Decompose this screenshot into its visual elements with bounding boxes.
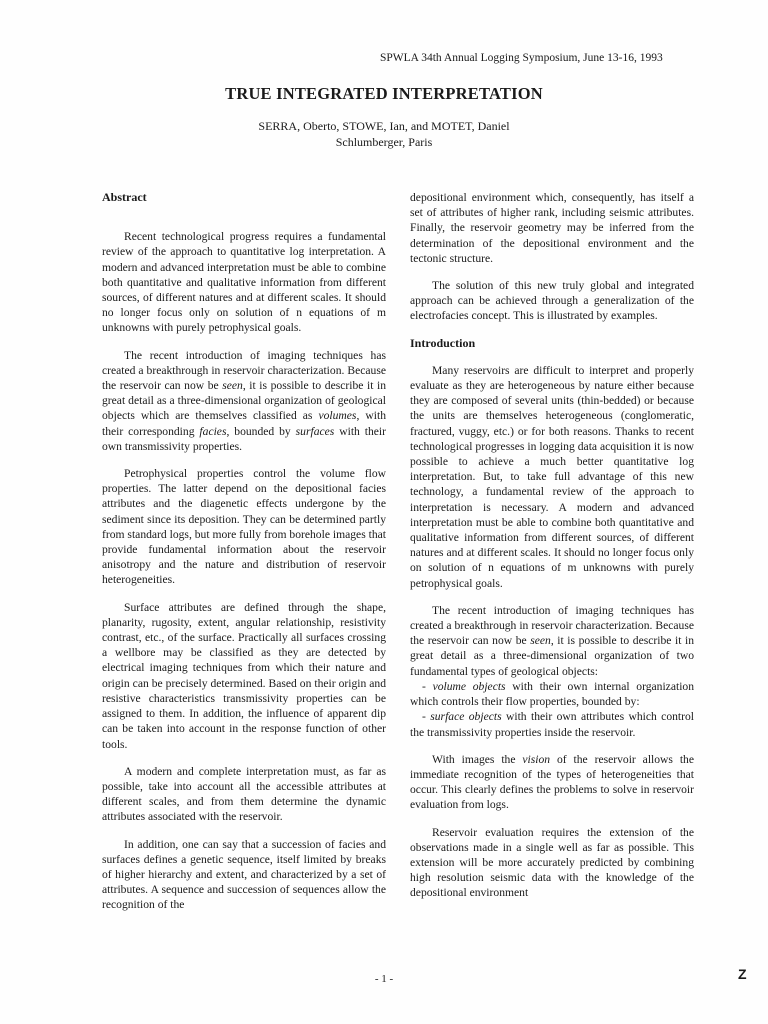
author-block	[0, 118, 768, 150]
paper-title: TRUE INTEGRATED INTERPRETATION	[225, 84, 543, 103]
text: , with their corresponding	[102, 409, 386, 438]
text: -	[422, 679, 433, 693]
abstract-paragraph-4: Surface attributes are defined through the shape, planarity, rugosity, extent, angular relationship, resistivity contrast, etc., of the surface. Practically all surfaces crossing a wellbore may be classified as they are detected by electrical imaging techniques from which their nature and origin can be precisely determined. Based on their origin and resistive characteristics transmissivity properties can be assigned to them. In addition, the influence of apparent dip can be taken into account in the response function of other tools.	[102, 600, 386, 751]
right-paragraph-1: depositional environment which, consequently, has itself a set of attributes of higher rank, including seismic attributes. Finally, the reservoir geometry may be inferred from the determination of the depositional environment and the tectonic structure.	[410, 191, 694, 265]
text: of the reservoir allows the immediate recognition of the types of heterogeneities that occur. This clearly defines the problems to solve in reservoir evaluation from logs.	[410, 752, 694, 812]
abstract-heading: Abstract	[102, 190, 147, 204]
text: , bounded by	[226, 424, 296, 438]
text: With images the	[432, 752, 523, 766]
introduction-heading: Introduction	[410, 335, 476, 350]
emphasis: surface objects	[430, 710, 502, 724]
intro-paragraph-3	[410, 752, 694, 813]
abstract-paragraph-3: Petrophysical properties control the volume flow properties. The latter depend on the depositional facies attributes and the diagenetic effects undergone by the sediment since its deposition. They can be determined partly from standard logs, but more fully from borehole images that provide fundamental information about the reservoir anisotropy and the nature and distribution of reservoir heterogeneities.	[102, 467, 386, 587]
list-item-surface-objects	[410, 709, 694, 739]
right-column	[410, 190, 694, 913]
text: Recent technological progress requires a fundamental review of the approach to quantitative log interpretation. A modern and advanced interpretation must be able to combine both quantitative and qualitative information from different sources, of different natures and at different scales. It should no longer focus only on solution of n equations of m unknowns with purely petrophysical goals.	[102, 230, 386, 335]
author-names: SERRA, Oberto, STOWE, Ian, and MOTET, Daniel	[258, 119, 510, 133]
text: The recent introduction of imaging techniques has created a breakthrough in reservoir characterization. Because the reservoir can now be	[410, 603, 694, 648]
emphasis: volume objects	[432, 679, 506, 693]
emphasis: seen	[530, 634, 551, 648]
emphasis: facies	[199, 424, 227, 438]
text: The recent introduction of imaging techniques has created a breakthrough in reservoir characterization. Because the reservoir can now be	[102, 348, 386, 393]
text: with their own transmissivity properties.	[102, 424, 387, 453]
abstract-paragraph-2	[102, 348, 386, 454]
abstract-paragraph-1	[102, 229, 386, 335]
text: , it is possible to describe it in great detail as a three-dimensional organization of two fundamental types of geological objects:	[410, 634, 694, 678]
intro-paragraph-1: Many reservoirs are difficult to interpret and properly evaluate as they are heterogeneous by nature either because they are composed of several units (thin-bedded) or because the units are themselves heterogeneous (conglomeratic, fractured, vuggy, etc.) or for both reasons. Thanks to recent technological progresses in logging data acquisition it is now possible to achieve a much better quantitative log interpretation. But, to take full advantage of this new technology, a fundamental review of the approach to interpretation is necessary. A modern and advanced interpretation must be able to combine both quantitative and qualitative information from different sources, of different natures and at different scales. It should no longer focus only on solution of n equations of m unknowns with purely petrophysical goals.	[410, 363, 694, 590]
emphasis: surfaces	[295, 424, 335, 438]
page-number: - 1 -	[374, 973, 394, 985]
author-affiliation: Schlumberger, Paris	[335, 135, 433, 149]
intro-paragraph-2	[410, 603, 694, 679]
text: with their own internal organization which controls their flow properties, bounded by:	[410, 679, 695, 709]
conference-header: SPWLA 34th Annual Logging Symposium, June 13-16, 1993	[380, 52, 663, 64]
text: with their own attributes which control the transmissivity properties inside the reservoir.	[410, 710, 695, 739]
text: -	[422, 710, 431, 724]
abstract-paragraph-5: A modern and complete interpretation must, as far as possible, take into account all the accessible attributes at different scales, and from them determine the dynamic attributes associated with the reservoir.	[102, 764, 386, 824]
abstract-paragraph-6: In addition, one can say that a succession of facies and surfaces defines a genetic sequence, itself limited by breaks of higher hierarchy and extent, and characterized by a set of attributes. A sequence and succession of sequences allow the recognition of the	[102, 837, 386, 912]
text: , it is possible to describe it in great detail as a three-dimensional organization of geological objects which are themselves classified as	[102, 379, 386, 423]
emphasis: seen	[222, 379, 243, 393]
intro-paragraph-4: Reservoir evaluation requires the extension of the observations made in a single well as far as possible. This extension will be more accurately predicted by combining high resolution seismic data with the knowledge of the depositional environment	[410, 825, 694, 900]
emphasis: volumes	[318, 409, 357, 423]
left-column	[102, 190, 386, 925]
list-item-volume-objects	[410, 679, 694, 709]
right-paragraph-2: The solution of this new truly global and integrated approach can be achieved through a generalization of the electrofacies concept. This is illustrated by examples.	[410, 279, 694, 323]
corner-mark: Z	[738, 966, 747, 982]
emphasis: vision	[522, 752, 551, 766]
